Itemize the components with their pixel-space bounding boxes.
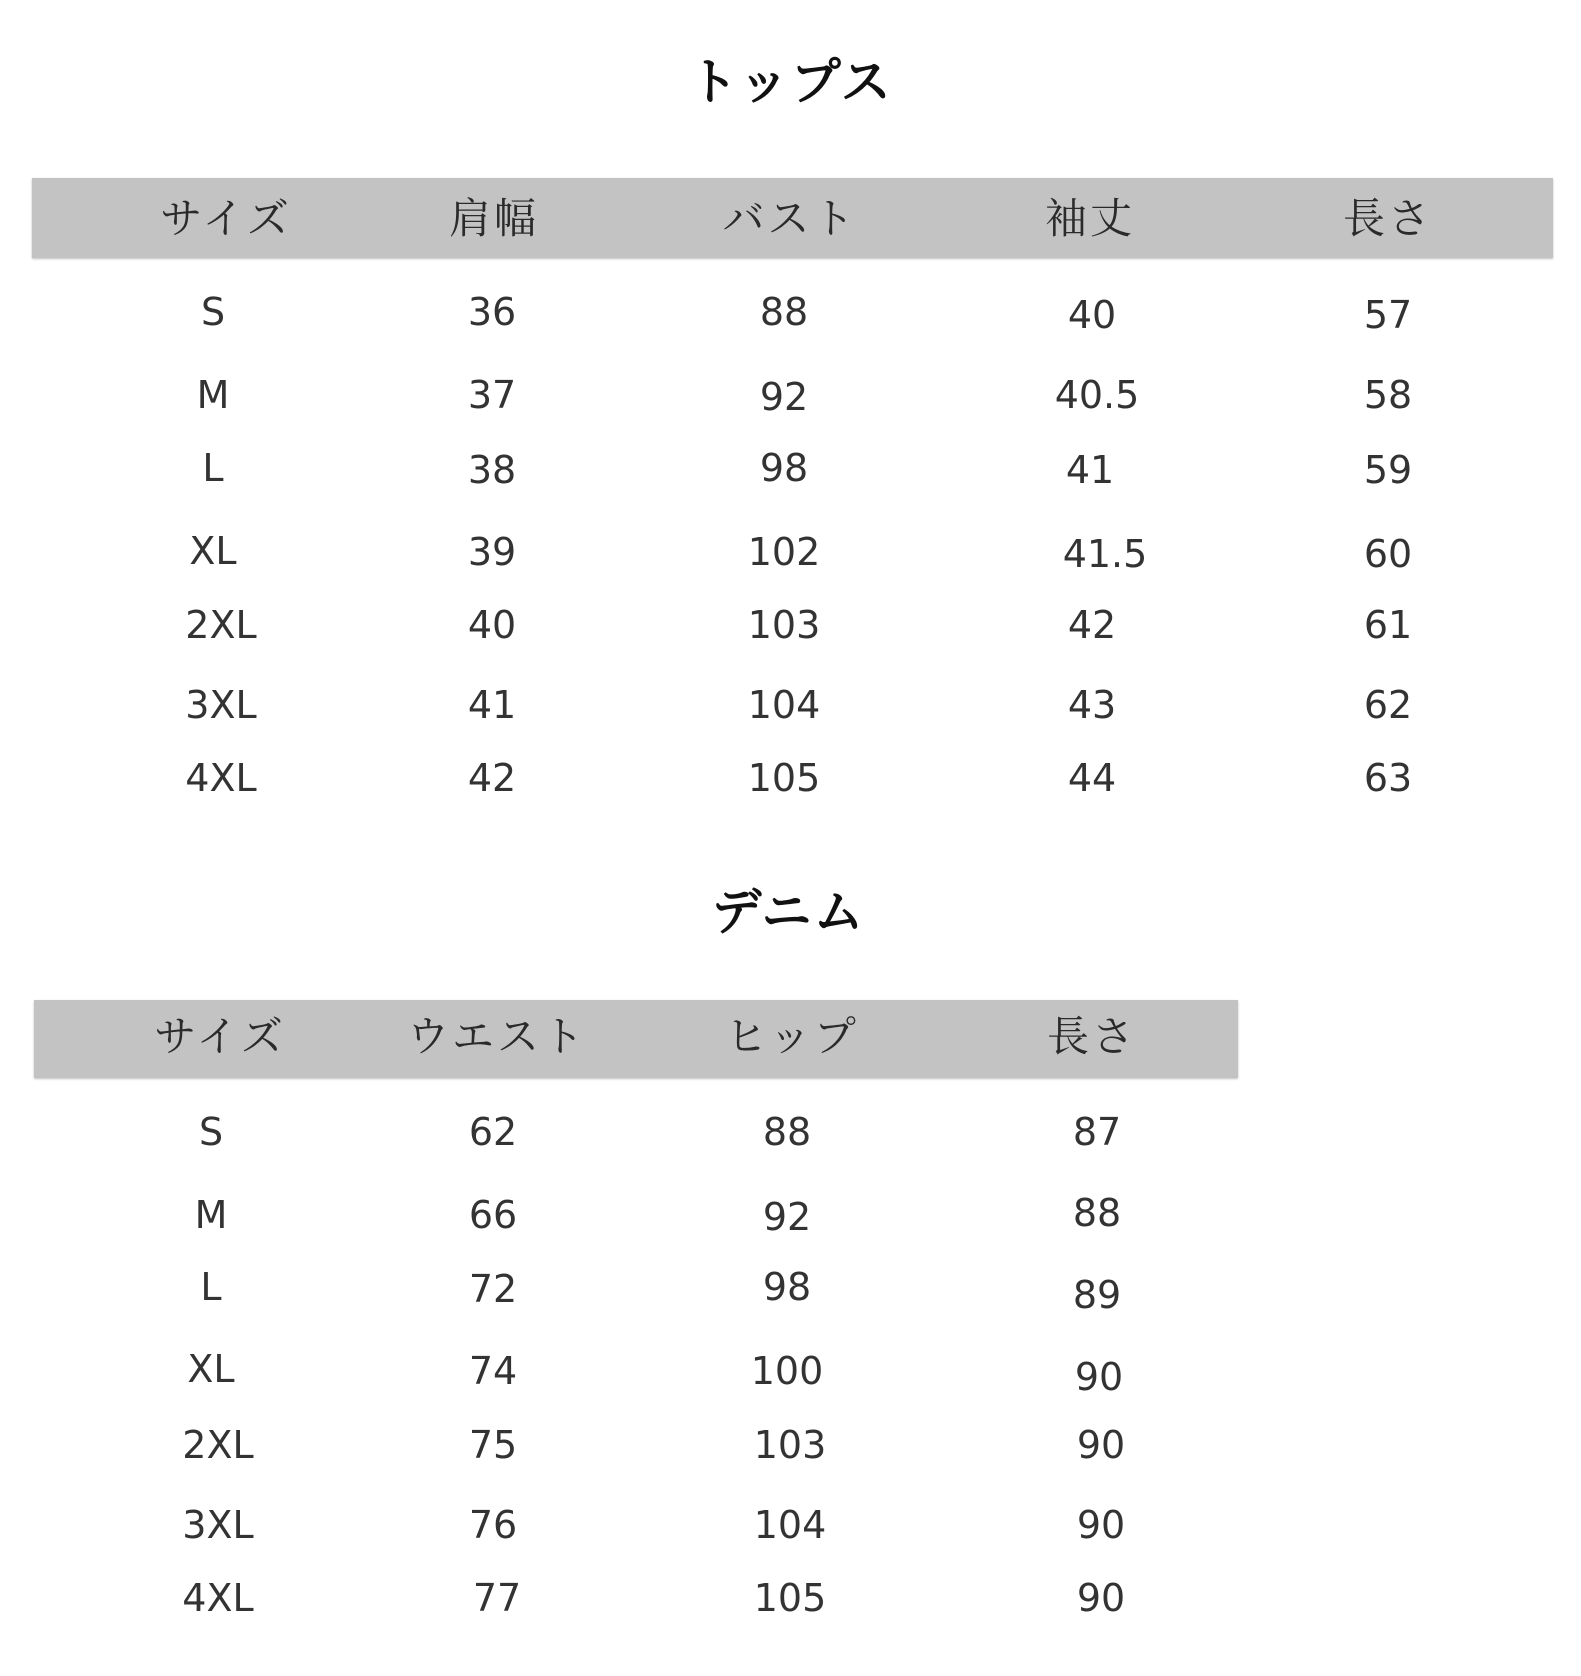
tops-title: トップス xyxy=(688,53,893,111)
denim-title: デニム xyxy=(711,883,866,941)
tops-cell-sleeve: 40 xyxy=(1067,293,1117,337)
denim-cell-length: 90 xyxy=(1076,1576,1126,1620)
tops-cell-size: 2XL xyxy=(185,603,257,647)
tops-cell-shoulder: 39 xyxy=(467,530,517,574)
tops-cell-length: 62 xyxy=(1363,683,1413,727)
tops-cell-bust: 105 xyxy=(747,756,821,800)
denim-cell-hip: 103 xyxy=(753,1423,827,1467)
tops-cell-bust: 103 xyxy=(747,603,821,647)
denim-cell-length: 90 xyxy=(1076,1423,1126,1467)
denim-cell-size: M xyxy=(194,1193,228,1237)
denim-cell-waist: 75 xyxy=(468,1423,518,1467)
tops-header-sleeve: 袖丈 xyxy=(1044,194,1136,243)
denim-cell-hip: 104 xyxy=(753,1503,827,1547)
denim-cell-waist: 72 xyxy=(468,1267,518,1311)
denim-cell-size: 4XL xyxy=(182,1576,254,1620)
tops-header-length: 長さ xyxy=(1342,194,1434,243)
tops-cell-shoulder: 40 xyxy=(467,603,517,647)
tops-cell-length: 60 xyxy=(1363,532,1413,576)
denim-cell-waist: 76 xyxy=(468,1503,518,1547)
denim-cell-waist: 77 xyxy=(472,1576,522,1620)
denim-cell-waist: 66 xyxy=(468,1193,518,1237)
denim-header-length: 長さ xyxy=(1046,1012,1138,1061)
tops-cell-sleeve: 41 xyxy=(1065,448,1115,492)
tops-cell-bust: 98 xyxy=(759,446,809,490)
tops-cell-bust: 104 xyxy=(747,683,821,727)
tops-cell-size: XL xyxy=(189,529,237,573)
denim-header-size: サイズ xyxy=(154,1012,286,1061)
denim-cell-length: 89 xyxy=(1072,1273,1122,1317)
denim-cell-size: L xyxy=(200,1265,222,1309)
denim-header-hip: ヒップ xyxy=(725,1012,859,1061)
tops-cell-sleeve: 42 xyxy=(1067,603,1117,647)
denim-cell-length: 90 xyxy=(1076,1503,1126,1547)
tops-cell-shoulder: 38 xyxy=(467,448,517,492)
tops-cell-size: 4XL xyxy=(185,756,257,800)
denim-cell-hip: 98 xyxy=(762,1265,812,1309)
tops-cell-shoulder: 41 xyxy=(467,683,517,727)
denim-cell-size: 2XL xyxy=(182,1423,254,1467)
tops-cell-size: 3XL xyxy=(185,683,257,727)
tops-cell-length: 59 xyxy=(1363,448,1413,492)
tops-cell-sleeve: 44 xyxy=(1067,756,1117,800)
tops-cell-sleeve: 40.5 xyxy=(1054,373,1140,417)
tops-cell-shoulder: 42 xyxy=(467,756,517,800)
denim-cell-hip: 100 xyxy=(750,1349,824,1393)
tops-cell-length: 57 xyxy=(1363,293,1413,337)
denim-cell-size: 3XL xyxy=(182,1503,254,1547)
denim-cell-hip: 88 xyxy=(762,1110,812,1154)
tops-cell-bust: 102 xyxy=(747,530,821,574)
tops-cell-length: 63 xyxy=(1363,756,1413,800)
denim-header-waist: ウエスト xyxy=(406,1012,588,1061)
tops-cell-length: 61 xyxy=(1363,603,1413,647)
denim-cell-size: XL xyxy=(187,1347,235,1391)
tops-cell-sleeve: 41.5 xyxy=(1062,532,1148,576)
tops-cell-shoulder: 36 xyxy=(467,290,517,334)
tops-header-bust: バスト xyxy=(722,194,858,243)
denim-cell-size: S xyxy=(198,1110,224,1154)
denim-cell-length: 90 xyxy=(1074,1355,1124,1399)
denim-cell-waist: 74 xyxy=(468,1349,518,1393)
tops-cell-sleeve: 43 xyxy=(1067,683,1117,727)
tops-header-size: サイズ xyxy=(160,194,292,243)
denim-cell-hip: 92 xyxy=(762,1195,812,1239)
tops-cell-bust: 88 xyxy=(759,290,809,334)
tops-cell-size: M xyxy=(196,373,230,417)
denim-cell-length: 87 xyxy=(1072,1110,1122,1154)
tops-cell-bust: 92 xyxy=(759,375,809,419)
tops-cell-length: 58 xyxy=(1363,373,1413,417)
tops-header-shoulder: 肩幅 xyxy=(448,194,540,243)
tops-cell-size: L xyxy=(202,446,224,490)
denim-cell-length: 88 xyxy=(1072,1191,1122,1235)
tops-cell-size: S xyxy=(200,290,226,334)
tops-cell-shoulder: 37 xyxy=(467,373,517,417)
denim-cell-waist: 62 xyxy=(468,1110,518,1154)
denim-cell-hip: 105 xyxy=(753,1576,827,1620)
